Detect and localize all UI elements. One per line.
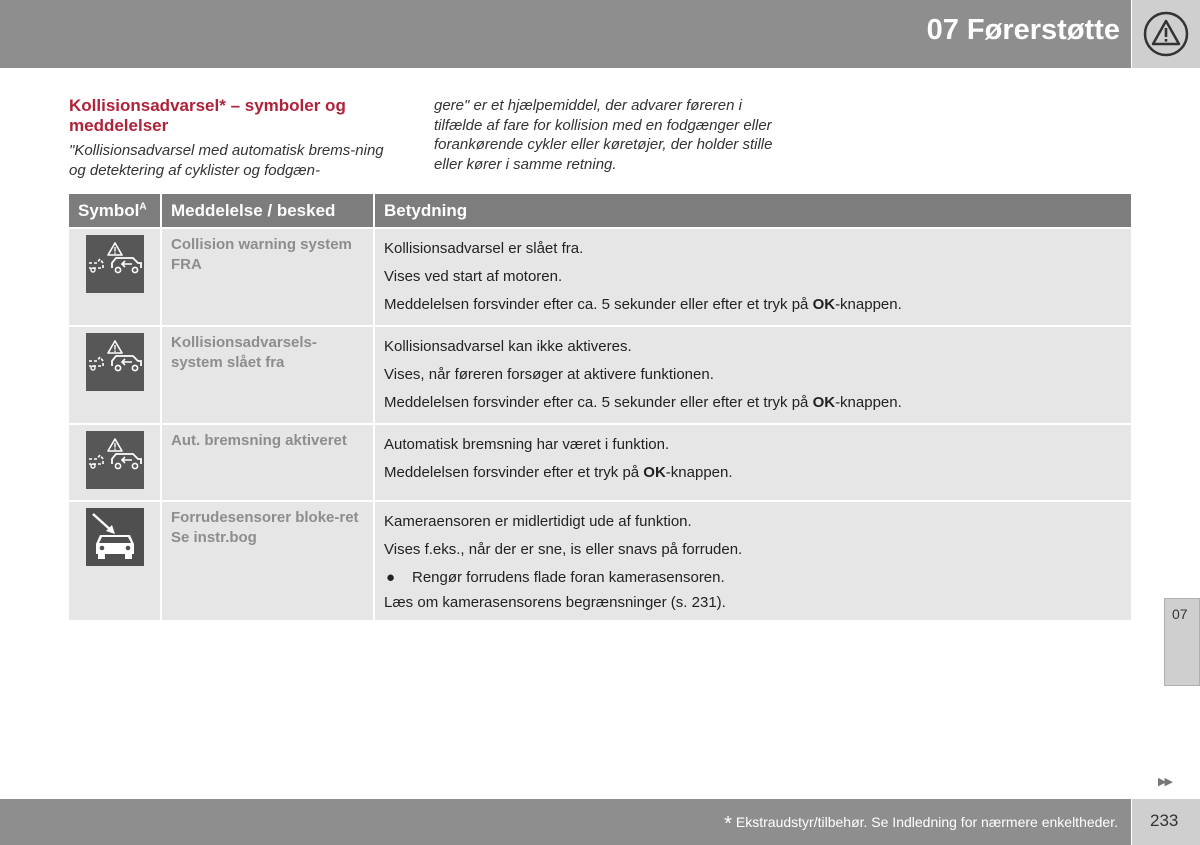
meaning-cell xyxy=(374,501,1131,620)
bullet-item: ● Rengør forrudens flade foran kamerasensoren. xyxy=(384,564,1122,592)
meaning-line: Kameraensoren er midlertidigt ude af funktion. xyxy=(384,513,692,530)
symbol-cell xyxy=(69,424,161,501)
message-table xyxy=(69,194,1131,620)
meaning-line: Kollisionsadvarsel er slået fra. xyxy=(384,240,584,257)
symbol-cell xyxy=(69,228,161,326)
header-symbol: Symbol$^A$ xyxy=(69,194,161,228)
page-number: 233 xyxy=(1150,811,1179,830)
chapter-title: 07 Førerstøtte xyxy=(926,14,1120,46)
table-row xyxy=(69,326,1131,424)
meaning-line: Automatisk bremsning har været i funktion. xyxy=(384,436,670,453)
bullet-dot-icon: ● xyxy=(386,569,396,586)
meaning-line: Meddelelsen forsvinder efter ca. 5 sekunder eller efter et tryk på OK-knappen. xyxy=(384,296,902,313)
meaning-line: Meddelelsen forsvinder efter et tryk på OK-knappen. xyxy=(384,464,733,481)
message-cell: Collision warning system FRA xyxy=(161,228,374,326)
chapter-tab-label: 07 xyxy=(1172,606,1188,622)
collision-warning-icon xyxy=(86,431,144,489)
message-cell: Forrudesensorer bloke-ret Se instr.bog xyxy=(161,501,374,620)
message-cell: Kollisionsadvarsels-system slået fra xyxy=(161,326,374,424)
symbol-cell xyxy=(69,326,161,424)
meaning-cell xyxy=(374,326,1131,424)
chapter-side-tab[interactable] xyxy=(1164,598,1200,686)
table-row xyxy=(69,501,1131,620)
header-message: Meddelelse / besked xyxy=(161,194,374,228)
meaning-cell xyxy=(374,424,1131,501)
double-arrow-right-icon[interactable]: ▶▶ xyxy=(1158,776,1171,788)
meaning-line: Kollisionsadvarsel kan ikke aktiveres. xyxy=(384,338,632,355)
header-meaning: Betydning xyxy=(374,194,1131,228)
meaning-line: Vises, når føreren forsøger at aktivere funktionen. xyxy=(384,366,714,383)
warning-triangle-icon xyxy=(1142,10,1190,58)
meaning-line: Læs om kamerasensorens begrænsninger (s. 231). xyxy=(384,594,726,611)
meaning-line: Vises f.eks., når der er sne, is eller snavs på forruden. xyxy=(384,541,743,558)
meaning-line: Meddelelsen forsvinder efter ca. 5 sekunder eller efter et tryk på OK-knappen. xyxy=(384,394,902,411)
intro-text-col2: gere" er et hjælpemiddel, der advarer føreren i tilfælde af fare for kollision med en fodgænger eller forankørende cykler eller køretøjer, der holder stille eller kører i samme retning. xyxy=(434,97,773,173)
intro-text-col1: "Kollisionsadvarsel med automatisk brems-ning og detektering af cyklister og fodgæn- xyxy=(69,142,384,179)
table-row xyxy=(69,424,1131,501)
table-header-row xyxy=(69,194,1131,228)
chapter-icon-box xyxy=(1132,0,1200,68)
symbol-cell xyxy=(69,501,161,620)
windscreen-sensor-blocked-icon xyxy=(86,508,144,566)
table-row xyxy=(69,228,1131,326)
footnote: * Ekstraudstyr/tilbehør. Se Indledning for nærmere enkeltheder. xyxy=(724,813,1118,835)
collision-warning-icon xyxy=(86,333,144,391)
section-heading: Kollisionsadvarsel* – symboler og meddelelser xyxy=(69,96,346,135)
message-cell: Aut. bremsning aktiveret xyxy=(161,424,374,501)
meaning-line: Vises ved start af motoren. xyxy=(384,268,563,285)
meaning-cell xyxy=(374,228,1131,326)
collision-warning-icon xyxy=(86,235,144,293)
